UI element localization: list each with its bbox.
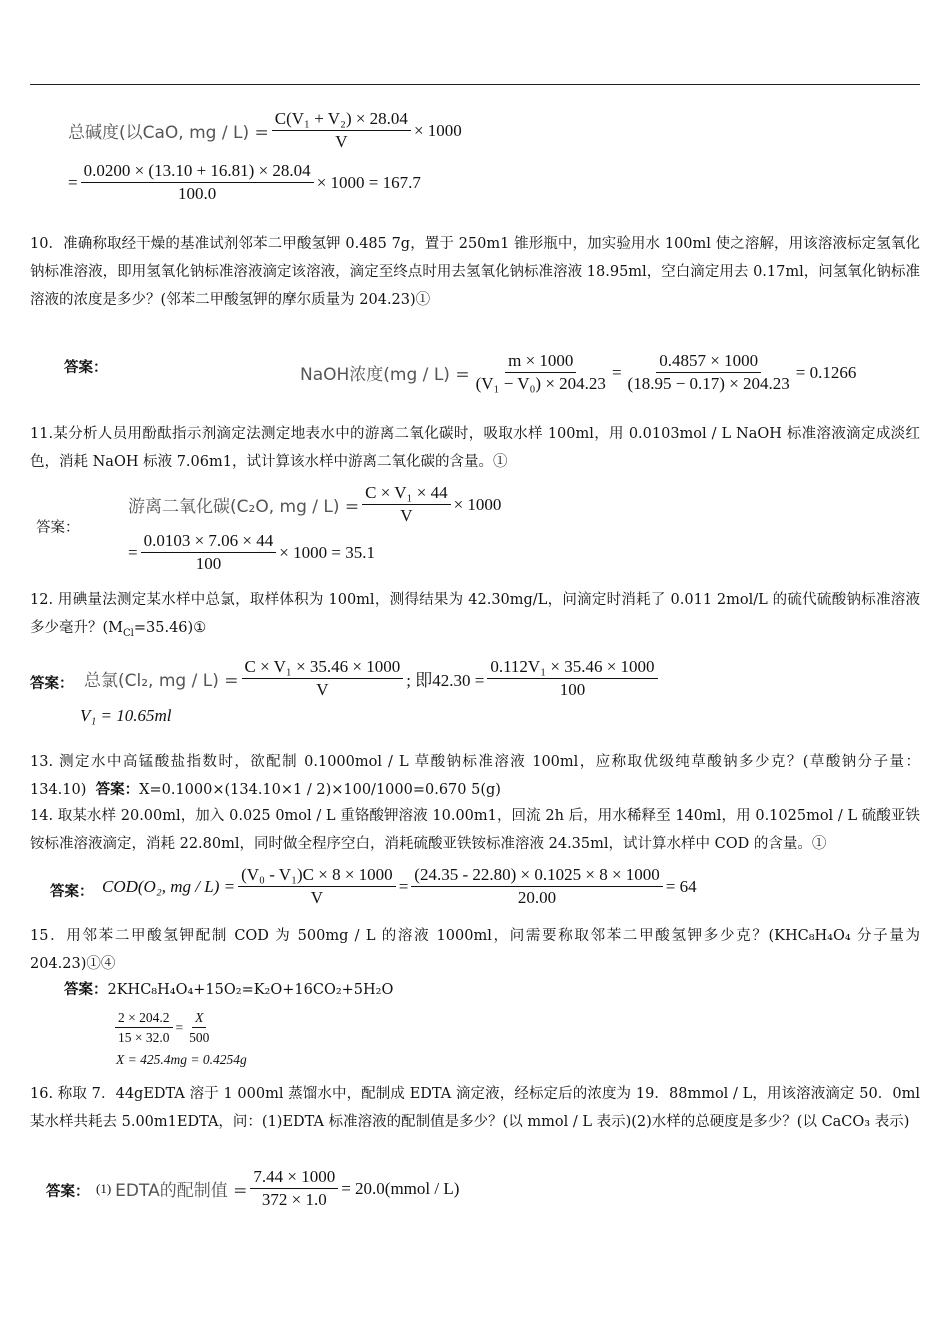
q14-formula (102, 864, 697, 909)
q10-numerator-1: m × 1000 (505, 350, 576, 373)
q11-numerator-1: C × V₁ × 44 (362, 482, 450, 505)
q16-answer-label: 答案： (46, 1184, 90, 1200)
q15-question: 15．用邻苯二甲酸氢钾配制 COD 为 500mg / L 的溶液 1000ml，问需要称取邻苯二甲酸氢钾多少克？(KHC₈H₄O₄ 分子量为 204.23)①④ (30, 928, 920, 972)
q11-fraction-1 (362, 482, 450, 527)
q15-fraction-1 (115, 1008, 173, 1047)
q16-formula (96, 1166, 459, 1211)
q11-tail-2: × 1000 = 35.1 (279, 542, 375, 562)
q14-numerator-2: (24.35 - 22.80) × 0.1025 × 8 × 1000 (411, 864, 663, 887)
q11-tail-1: × 1000 (453, 494, 502, 514)
q11-question: 11.某分析人员用酚酞指示剂滴定法测定地表水中的游离二氧化碳时，吸取水样 100ml，用 0.0103mol / L NaOH 标准溶液滴定成淡红色，消耗 NaOH 标液 7.06m1，试计算该水样中游离二氧化碳的含量。① (30, 426, 920, 470)
q12-formula (84, 656, 661, 701)
q16-lhs: EDTA的配制值 = (115, 1181, 248, 1201)
q15-fraction-2 (186, 1008, 212, 1047)
q12-text-end: =35.46)① (133, 620, 207, 636)
q11-formula-line2 (128, 530, 375, 575)
q9-denominator-2: 100.0 (178, 184, 217, 203)
q9-fraction-1 (272, 108, 411, 153)
q10-numerator-2: 0.4857 × 1000 (656, 350, 761, 373)
q10-question: 10．准确称取经干燥的基准试剂邻苯二甲酸氢钾 0.485 7g，置于 250m1 锥形瓶中，加实验用水 100ml 使之溶解，用该溶液标定氢氧化钠标准溶液，即用氢氧化钠标准溶液滴定该溶液，滴定至终点时用去氢氧化钠标准溶液 18.95ml，空白滴定用去 0.17ml，问氢氧化钠标准溶液的浓度是多少？(邻苯二甲酸氢钾的摩尔质量为 204.23)① (30, 236, 920, 308)
q12-text-sub: Cl (123, 627, 134, 639)
q16-question: 16. 称取 7．44gEDTA 溶于 1 000ml 蒸馏水中，配制成 EDTA 滴定液，经标定后的浓度为 19．88mmol / L，用该溶液滴定 50．0ml 某水样共耗去 5.00m1EDTA，问：(1)EDTA 标准溶液的配制值是多少？(以 mmol / L 表示)(2)水样的总硬度是多少？(以 CaCO₃ 表示) (30, 1086, 920, 1130)
q15-result: X = 425.4mg = 0.4254g (116, 1052, 247, 1067)
q10-result: = 0.1266 (795, 362, 857, 382)
q9-tail-2: × 1000 = 167.7 (316, 172, 421, 192)
q10-fraction-1 (473, 350, 609, 395)
q14-fraction-2 (411, 864, 663, 909)
q12-answer-label: 答案： (30, 676, 74, 692)
q9-eq: = (68, 172, 78, 192)
q12-mid: ; 即42.30 = (406, 671, 485, 690)
q12-denominator-2: 100 (559, 680, 586, 699)
q15-eq: = (175, 1019, 184, 1035)
q15-answer-label: 答案： (64, 982, 108, 998)
q9-tail-1: × 1000 (413, 120, 462, 140)
q15-answer-line (64, 978, 393, 1002)
q14-denominator-1: V (310, 888, 324, 907)
q15-numerator-2: X (192, 1008, 206, 1028)
q16-denominator: 372 × 1.0 (261, 1190, 327, 1209)
q12-denominator-1: V (316, 680, 329, 699)
q16-fraction (250, 1166, 338, 1211)
q15-numerator-1: 2 × 204.2 (115, 1008, 173, 1028)
q13-block (30, 748, 920, 804)
q15-equation: 2KHC₈H₄O₄+15O₂=K₂O+16CO₂+5H₂O (107, 982, 394, 998)
q11-denominator-2: 100 (195, 554, 222, 573)
q14-result: = 64 (665, 876, 697, 896)
q11-eq: = (128, 542, 138, 562)
q11-denominator-1: V (400, 506, 413, 525)
q12-result: V₁ = 10.65ml (80, 706, 172, 725)
q9-numerator-1: C(V₁ + V₂) × 28.04 (272, 108, 411, 131)
q14-eq: = (398, 876, 409, 896)
q14-fraction-1 (238, 864, 396, 909)
q15-denominator-1: 15 × 32.0 (118, 1030, 170, 1045)
q16-result: = 20.0(mmol / L) (341, 1178, 460, 1198)
q16-prefix: (1) (96, 1180, 112, 1196)
q12-numerator-1: C × V₁ × 35.46 × 1000 (242, 656, 404, 679)
q10-denominator-2: (18.95 − 0.17) × 204.23 (627, 374, 790, 393)
q9-lhs: 总碱度(以CaO, mg / L) = (68, 123, 269, 143)
q10-lhs: NaOH浓度(mg / L) = (300, 365, 470, 385)
q10-eq: = (611, 362, 622, 382)
q13-answer: X=0.1000×(134.10×1 / 2)×100/1000=0.670 5(g) (139, 782, 501, 798)
q12-question (30, 586, 920, 648)
q9-numerator-2: 0.0200 × (13.10 + 16.81) × 28.04 (81, 160, 314, 183)
q14-denominator-2: 20.00 (517, 888, 557, 907)
q16-numerator: 7.44 × 1000 (250, 1166, 338, 1189)
q9-formula-line1 (68, 108, 462, 153)
q9-denominator-1: V (335, 132, 348, 151)
q14-numerator-1: (V₀ - V₁)C × 8 × 1000 (238, 864, 396, 887)
q10-answer-label: 答案： (64, 360, 108, 376)
q12-lhs: 总氯(Cl₂, mg / L) = (84, 671, 239, 691)
q11-answer-label: 答案： (36, 520, 80, 536)
q11-fraction-2 (141, 530, 277, 575)
q12-fraction-1 (242, 656, 404, 701)
q14-answer-label: 答案： (50, 884, 94, 900)
q11-numerator-2: 0.0103 × 7.06 × 44 (141, 530, 277, 553)
q12-numerator-2: 0.112V₁ × 35.46 × 1000 (487, 656, 657, 679)
q15-proportion (112, 1008, 215, 1047)
q10-denominator-1: (V₁ − V₀) × 204.23 (475, 374, 606, 393)
q15-denominator-2: 500 (189, 1030, 210, 1045)
q9-formula-line2 (68, 160, 421, 205)
q14-question: 14. 取某水样 20.00ml，加入 0.025 0mol / L 重铬酸钾溶液 10.00m1，回流 2h 后，用水稀释至 140ml，用 0.1025mol / L 硫酸亚铁铵标准溶液滴定，消耗 22.80ml，同时做全程序空白，消耗硫酸亚铁铵标准溶液 24.35ml，试计算水样中 COD 的含量。① (30, 808, 920, 852)
q11-formula-line1 (128, 482, 501, 527)
q10-fraction-2 (625, 350, 793, 395)
q11-lhs: 游离二氧化碳(C₂O, mg / L) = (128, 497, 360, 517)
q12-text: 12. 用碘量法测定某水样中总氯，取样体积为 100ml，测得结果为 42.30mg/L，问滴定时消耗了 0.011 2mol/L 的硫代硫酸钠标准溶液多少毫升？(M (30, 592, 920, 636)
q13-question: 13. 测定水中高锰酸盐指数时，欲配制 0.1000mol / L 草酸钠标准溶液 100ml，应称取优级纯草酸钠多少克？(草酸钠分子量：134.10) (30, 754, 920, 798)
q9-fraction-2 (81, 160, 314, 205)
header-rule (30, 84, 920, 85)
q13-answer-label: 答案： (95, 782, 140, 798)
q10-formula (300, 350, 856, 395)
q12-fraction-2 (487, 656, 657, 701)
q14-lhs: COD(O₂, mg / L) = (102, 876, 236, 896)
